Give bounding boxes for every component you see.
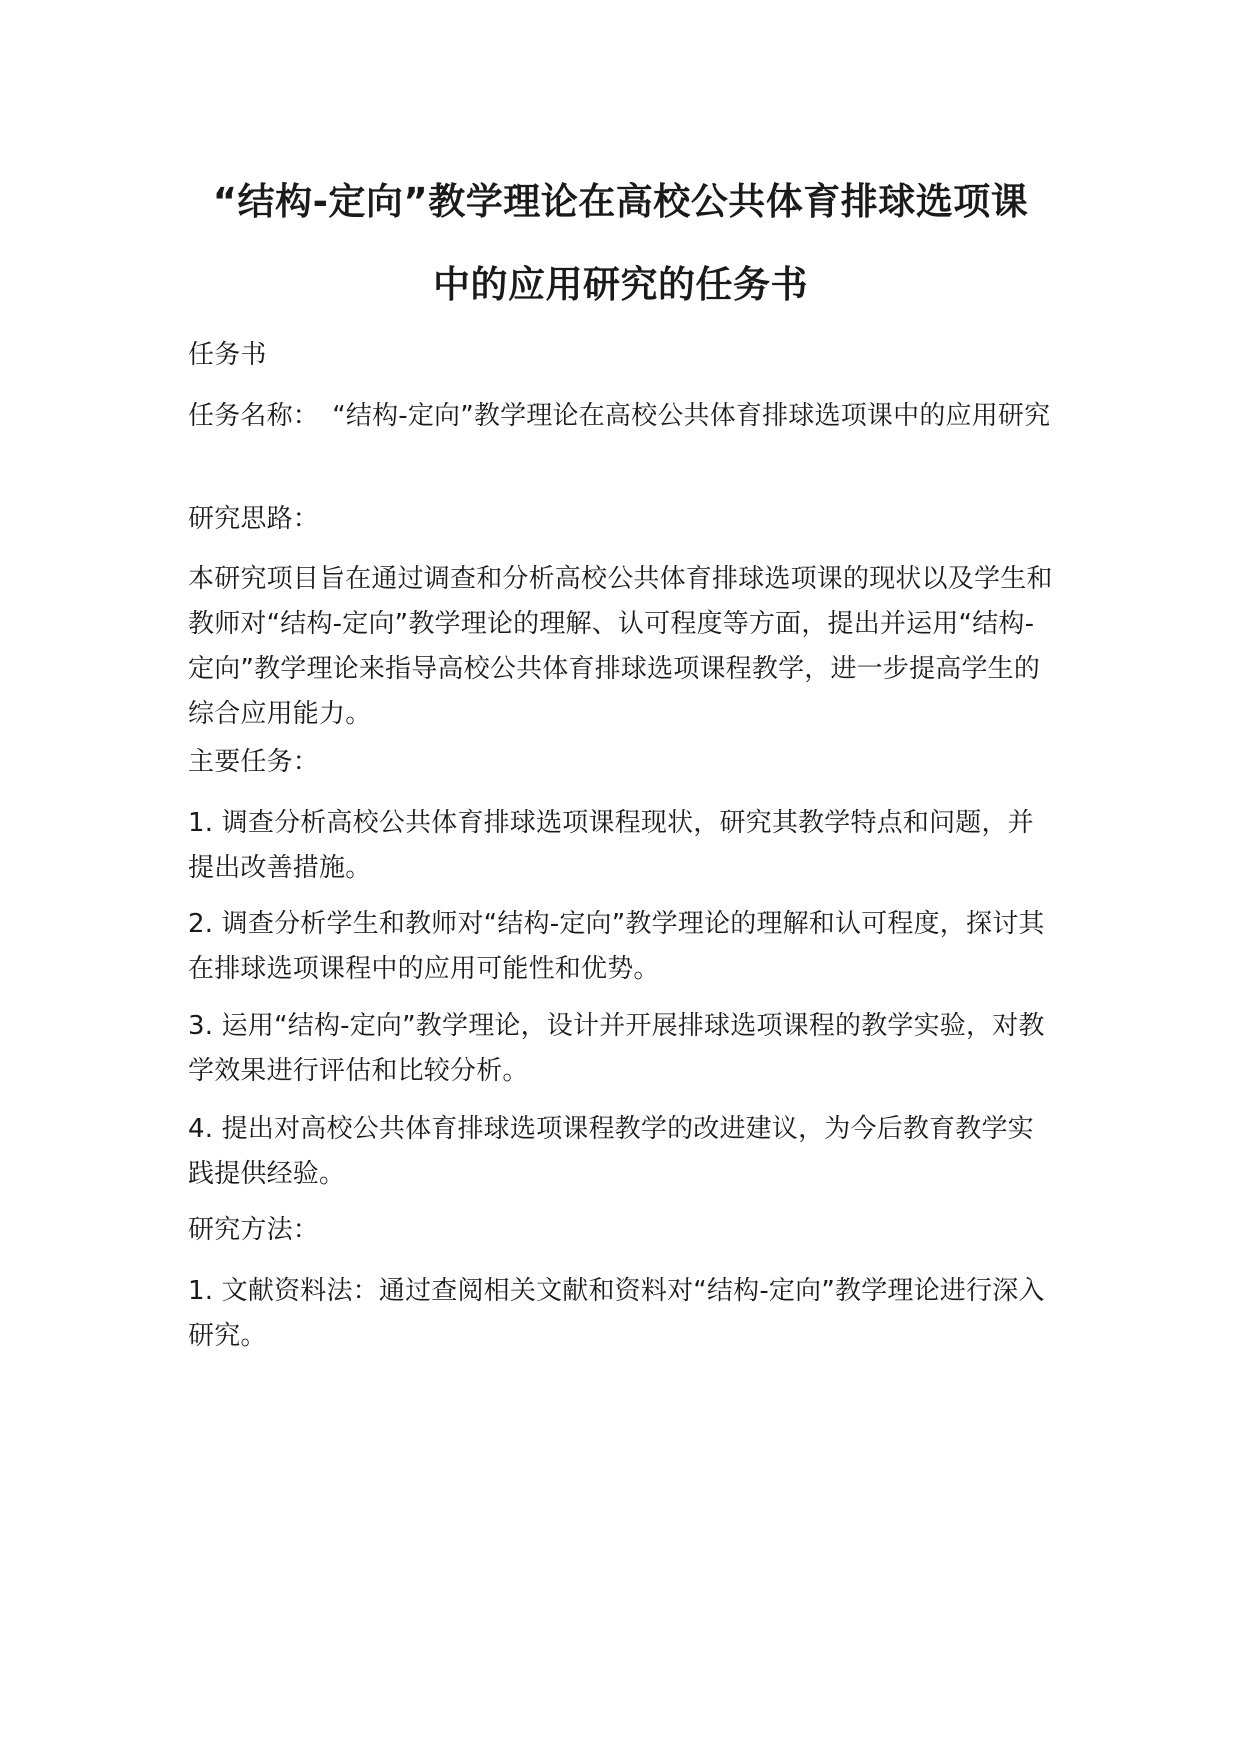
main-task-item-4: 4. 提出对高校公共体育排球选项课程教学的改进建议，为今后教育教学实践提供经验。: [188, 1114, 1034, 1189]
main-task-item-3: 3. 运用“结构-定向”教学理论，设计并开展排球选项课程的教学实验，对教学效果进行评估和比较分析。: [188, 1011, 1045, 1086]
section-heading-task-book: 任务书: [188, 340, 267, 370]
document-title-line2: 中的应用研究的任务书: [433, 263, 808, 306]
research-method-item-1: 1. 文献资料法：通过查阅相关文献和资料对“结构-定向”教学理论进行深入研究。: [188, 1276, 1045, 1351]
document-title-line1: “结构-定向”教学理论在高校公共体育排球选项课: [212, 180, 1029, 223]
section-heading-research-methods: 研究方法：: [188, 1215, 320, 1245]
main-task-item-2: 2. 调查分析学生和教师对“结构-定向”教学理论的理解和认可程度，探讨其在排球选项课程中的应用可能性和优势。: [188, 909, 1045, 984]
section-heading-main-tasks: 主要任务：: [188, 747, 320, 777]
research-idea-paragraph: 本研究项目旨在通过调查和分析高校公共体育排球选项课的现状以及学生和教师对“结构-定向”教学理论的理解、认可程度等方面，提出并运用“结构-定向”教学理论来指导高校公共体育排球选项课程教学，进一步提高学生的综合应用能力。: [188, 564, 1053, 729]
section-heading-research-idea: 研究思路：: [188, 504, 320, 534]
main-task-item-1: 1. 调查分析高校公共体育排球选项课程现状，研究其教学特点和问题，并提出改善措施。: [188, 808, 1034, 883]
task-name-paragraph: 任务名称： “结构-定向”教学理论在高校公共体育排球选项课中的应用研究: [188, 401, 1051, 431]
